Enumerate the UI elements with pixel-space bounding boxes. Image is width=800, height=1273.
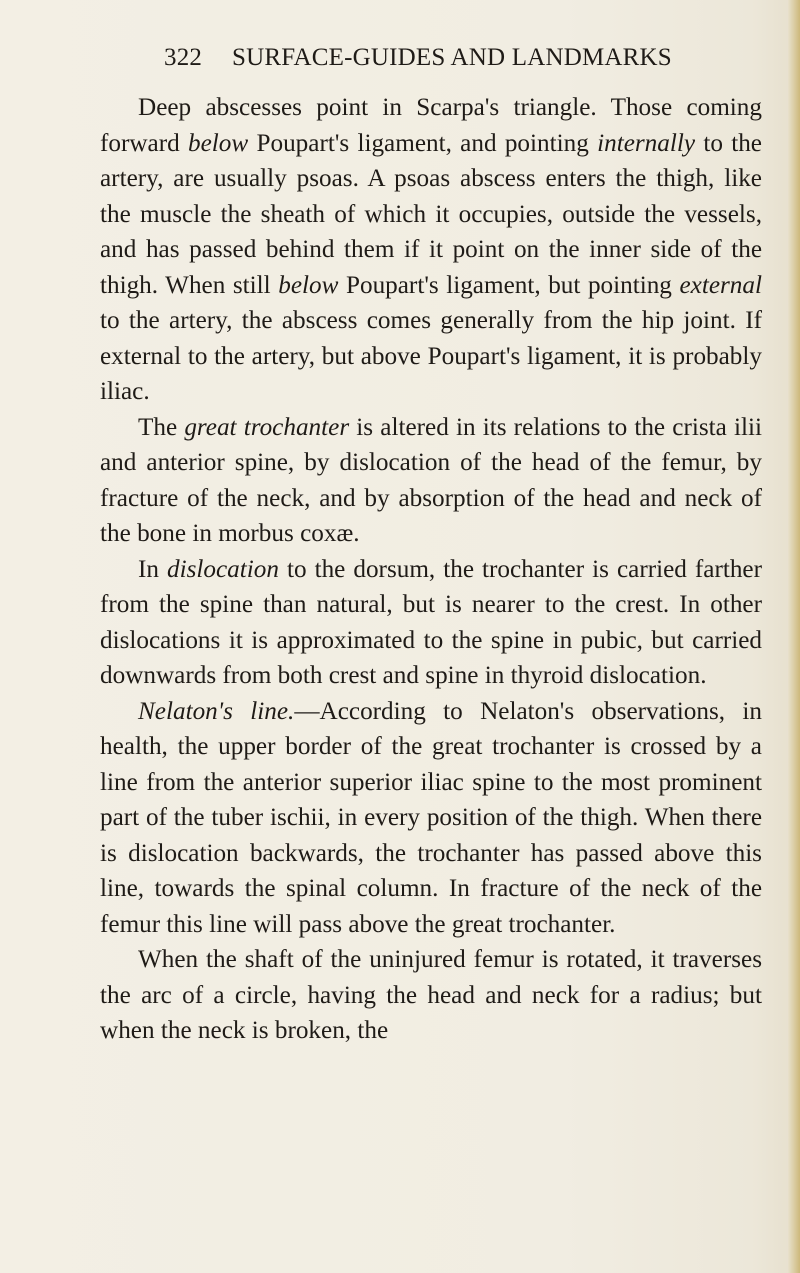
text-run: is altered in its relations to the crista ilii and anterior spine, by dislocation of the head of the femur, by fracture of the neck, and by absorption of the head and neck of the bone in morbus coxæ. — [100, 413, 762, 547]
page-edge — [788, 0, 800, 1273]
paragraph — [100, 410, 762, 552]
paragraph — [100, 694, 762, 943]
page-number: 322 — [164, 44, 203, 71]
text-run: When the shaft of the uninjured femur is rotated, it traverses the arc of a circle, having the head and neck for a radius; but when the neck is broken, the — [100, 946, 762, 1044]
text-run: to the artery, are usually psoas. A psoas abscess enters the thigh, like the muscle the sheath of which it occupies, outside the vessels, and has passed behind them if it point on the inner side of the thigh. When still — [100, 129, 762, 299]
italic-text: Nelaton's line. — [138, 697, 295, 725]
text-run: Poupart's ligament, but pointing — [338, 271, 680, 299]
running-title: SURFACE-GUIDES AND LANDMARKS — [232, 44, 672, 71]
running-head — [164, 38, 764, 78]
text-run: Deep abscesses point in Scarpa's triangle. Those coming forward — [100, 94, 762, 157]
text-run: —According to Nelaton's observations, in health, the upper border of the great trochanter is crossed by a line from the anterior superior iliac spine to the most prominent part of the tuber ischii, in every position of the thigh. When there is dislocation backwards, the trochanter has passed above this line, towards the spinal column. In fracture of the neck of the femur this line will pass above the great trochanter. — [100, 697, 762, 938]
paragraph — [100, 942, 762, 1049]
paragraph — [100, 90, 762, 410]
text-run: to the artery, the abscess comes generally from the hip joint. If external to the artery, but above Poupart's ligament, it is probably iliac. — [100, 307, 762, 405]
italic-text: below — [278, 271, 339, 299]
text-run: to the dorsum, the trochanter is carried farther from the spine than natural, but is nearer to the crest. In other dislocations it is approximated to the spine in pubic, but carried downwards from both crest and spine in thyroid dislocation. — [100, 555, 762, 689]
text-run: Poupart's ligament, and pointing — [248, 129, 598, 157]
paragraph — [100, 552, 762, 694]
italic-text: great trochanter — [184, 413, 350, 441]
italic-text: dislocation — [167, 555, 279, 583]
italic-text: external — [679, 271, 762, 299]
text-run: The — [138, 413, 185, 441]
body-text — [100, 90, 762, 1049]
italic-text: below — [188, 129, 249, 157]
italic-text: internally — [597, 129, 696, 157]
text-run: In — [138, 555, 167, 583]
